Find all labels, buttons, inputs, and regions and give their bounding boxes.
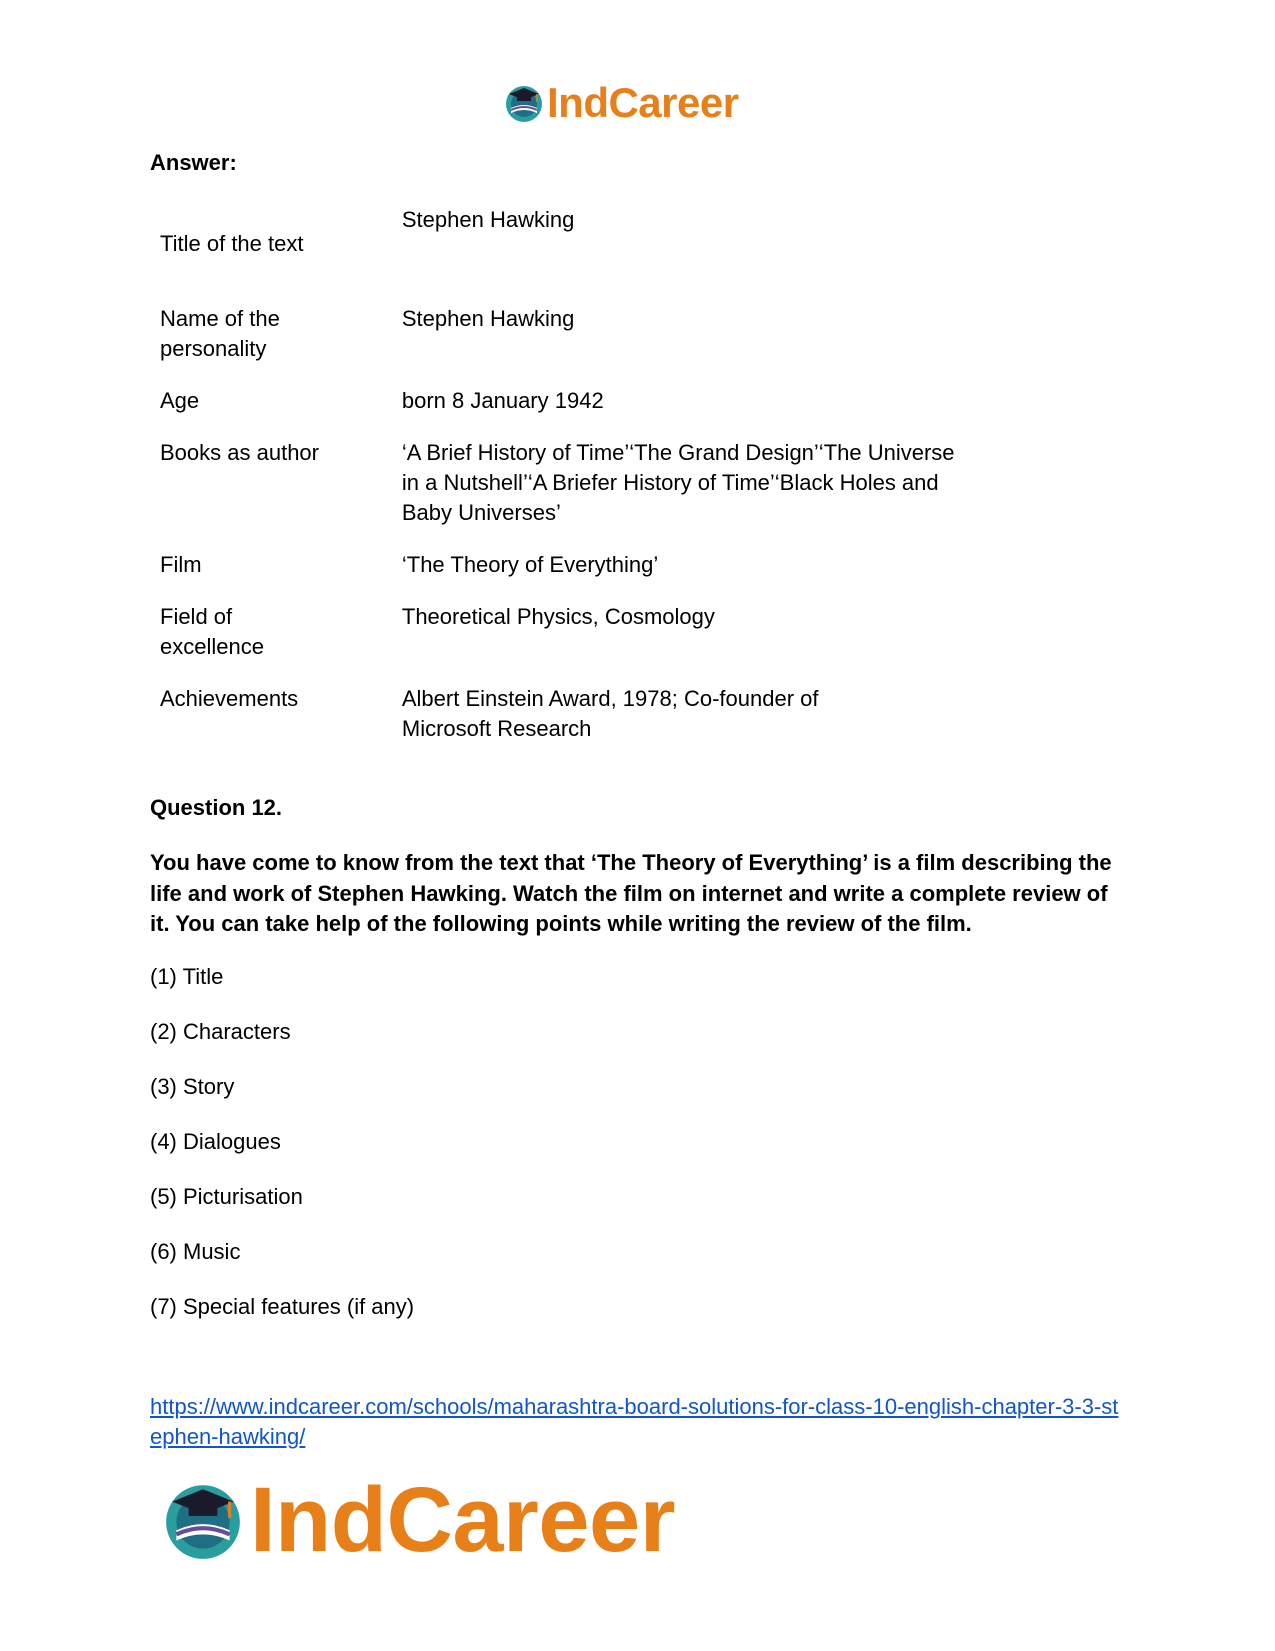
- review-points-list: [150, 962, 414, 1347]
- footer-logo: [160, 1470, 675, 1570]
- header-logo-text: IndCareer: [547, 79, 739, 126]
- row-label: Title of the text: [160, 231, 304, 256]
- list-item: (4) Dialogues: [150, 1129, 281, 1154]
- table-row-field: [150, 602, 970, 684]
- table-row-personality: [150, 304, 970, 386]
- footer-logo-text: IndCareer: [250, 1468, 675, 1571]
- graduation-cap-logo-icon: [503, 82, 545, 124]
- row-label: Field of excellence: [160, 604, 264, 659]
- source-link[interactable]: https://www.indcareer.com/schools/maharashtra-board-solutions-for-class-10-english-chapter-3-3-stephen-hawking/: [150, 1394, 1119, 1449]
- row-value: Stephen Hawking: [401, 207, 575, 232]
- header-logo: [503, 80, 739, 126]
- list-item: (7) Special features (if any): [150, 1294, 415, 1319]
- table-row-age: [150, 386, 970, 438]
- table-row-achievements: [150, 684, 970, 744]
- row-label: Film: [160, 552, 202, 577]
- list-item: (5) Picturisation: [150, 1184, 303, 1209]
- graduation-cap-logo-icon: [160, 1477, 246, 1563]
- row-value: ‘A Brief History of Time’‘The Grand Design’‘The Universe in a Nutshell’‘A Briefer History of Time’‘Black Holes and Baby Universes’: [401, 440, 955, 525]
- table-row-books: [150, 438, 970, 550]
- row-label: Name of the personality: [160, 306, 280, 361]
- row-value: ‘The Theory of Everything’: [401, 552, 659, 577]
- list-item: (2) Characters: [150, 1019, 291, 1044]
- row-value: Stephen Hawking: [401, 306, 575, 331]
- question-text: You have come to know from the text that ‘The Theory of Everything’ is a film describing the life and work of Stephen Hawking. Watch the film on internet and write a complete review of it. You can take help of the following points while writing the review of the film.: [150, 850, 1112, 936]
- row-value: born 8 January 1942: [401, 388, 604, 413]
- list-item: (1) Title: [150, 964, 224, 989]
- answer-info-table: [150, 205, 970, 744]
- row-label: Books as author: [160, 440, 319, 465]
- question-heading: Question 12.: [150, 795, 283, 820]
- row-value: Theoretical Physics, Cosmology: [401, 604, 715, 629]
- table-row-title: [150, 205, 970, 304]
- row-value: Albert Einstein Award, 1978; Co-founder of Microsoft Research: [401, 686, 819, 741]
- row-label: Achievements: [160, 686, 299, 711]
- list-item: (3) Story: [150, 1074, 235, 1099]
- table-row-film: [150, 550, 970, 602]
- list-item: (6) Music: [150, 1239, 241, 1264]
- row-label: Age: [160, 388, 200, 413]
- answer-heading: Answer:: [150, 150, 237, 175]
